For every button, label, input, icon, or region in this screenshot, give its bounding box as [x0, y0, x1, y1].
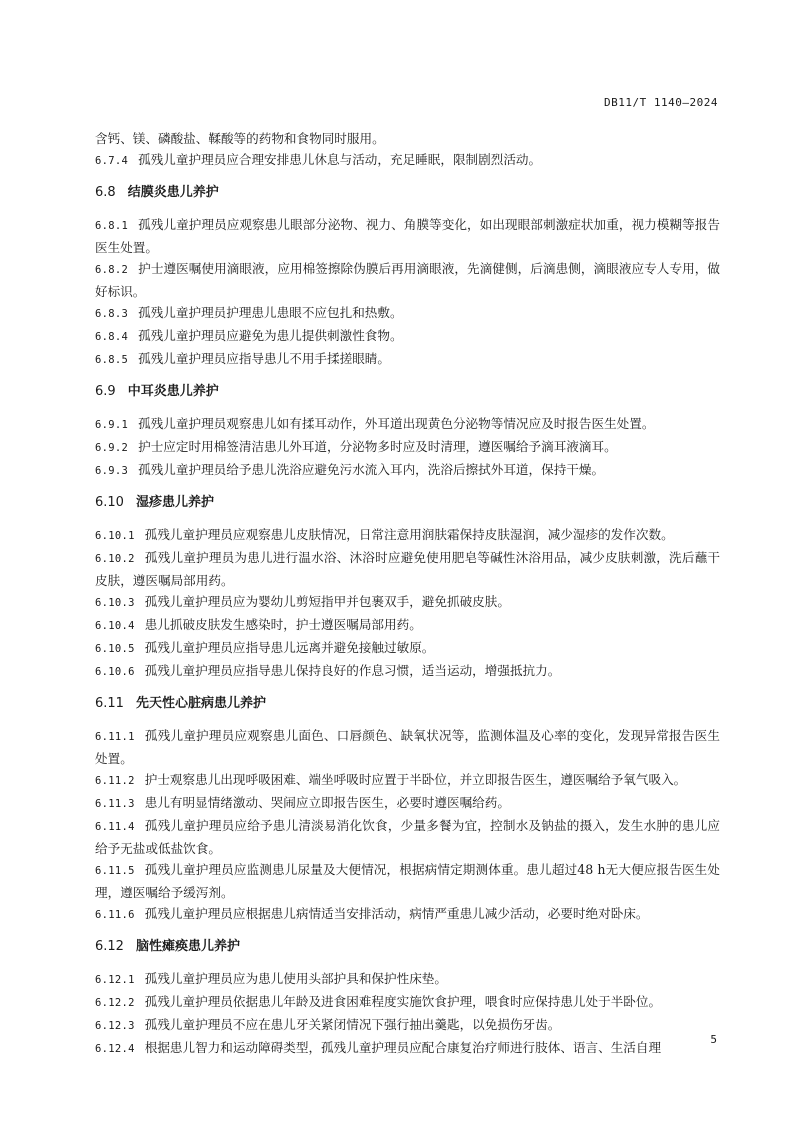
clause-6-12-3	[95, 1014, 720, 1037]
clause-number: 6.7.4	[95, 155, 129, 167]
section-heading-6-9	[95, 383, 720, 401]
clause-6-10-2	[95, 547, 720, 591]
clause-text: 孤残儿童护理员应指导患儿远离并避免接触过敏原。	[144, 640, 435, 655]
clause-text: 孤残儿童护理员应根据患儿病情适当安排活动，病情严重患儿减少活动，必要时绝对卧床。	[144, 906, 649, 921]
clause-number: 6.9.3	[95, 465, 129, 477]
paragraph-text: 含钙、镁、磷酸盐、鞣酸等的药物和食物同时服用。	[95, 131, 385, 146]
clause-number: 6.12.4	[95, 1043, 135, 1055]
clause-text: 护士遵医嘱使用滴眼液，应用棉签擦除伪膜后再用滴眼液，先滴健侧，后滴患侧，滴眼液应专人专用，做好标识。	[95, 261, 720, 299]
clause-text: 孤残儿童护理员应观察患儿面色、口唇颜色、缺氧状况等，监测体温及心率的变化，发现异常报告医生处置。	[95, 728, 720, 766]
clause-6-11-2	[95, 769, 720, 792]
clause-number: 6.10.3	[95, 597, 135, 609]
clause-text: 孤残儿童护理员应监测患儿尿量及大便情况，根据病情定期测体重。患儿超过48 h无大便应报告医生处理，遵医嘱给予缓泻剂。	[95, 862, 720, 900]
clause-6-10-6	[95, 660, 720, 683]
clause-text: 孤残儿童护理员应给予患儿清淡易消化饮食，少量多餐为宜，控制水及钠盐的摄入，发生水肿的患儿应给予无盐或低盐饮食。	[95, 818, 720, 856]
clause-6-12-1	[95, 968, 720, 991]
clause-number: 6.11.5	[95, 865, 135, 877]
clause-6-10-1	[95, 524, 720, 547]
section-heading-6-12	[95, 938, 720, 956]
section-title: 脑性瘫痪患儿养护	[135, 939, 240, 954]
page-number: 5	[710, 1033, 717, 1046]
clause-text: 孤残儿童护理员应合理安排患儿休息与活动，充足睡眠，限制剧烈活动。	[138, 152, 542, 167]
clause-6-11-1	[95, 725, 720, 769]
section-title: 中耳炎患儿养护	[127, 384, 219, 399]
clause-text: 孤残儿童护理员应指导患儿不用手揉搓眼睛。	[138, 351, 390, 366]
clause-6-10-5	[95, 637, 720, 660]
clause-number: 6.11.4	[95, 821, 135, 833]
clause-text: 根据患儿智力和运动障碍类型，孤残儿童护理员应配合康复治疗师进行肢体、语言、生活自理	[144, 1040, 662, 1055]
clause-number: 6.8.4	[95, 331, 129, 343]
clause-6-9-3	[95, 459, 720, 482]
clause-6-11-6	[95, 903, 720, 926]
clause-6-9-1	[95, 413, 720, 436]
clause-text: 孤残儿童护理员应观察患儿皮肤情况，日常注意用润肤霜保持皮肤湿润，减少湿疹的发作次数。	[144, 527, 674, 542]
clause-number: 6.11.6	[95, 909, 135, 921]
clause-number: 6.8.1	[95, 220, 129, 232]
clause-6-11-3	[95, 792, 720, 815]
clause-number: 6.10.4	[95, 620, 135, 632]
section-number: 6.10	[95, 495, 124, 510]
clause-text: 孤残儿童护理员护理患儿患眼不应包扎和热敷。	[138, 305, 403, 320]
clause-text: 孤残儿童护理员应为患儿使用头部护具和保护性床垫。	[144, 971, 447, 986]
clause-text: 孤残儿童护理员为患儿进行温水浴、沐浴时应避免使用肥皂等碱性沐浴用品，减少皮肤刺激，洗后蘸干皮肤，遵医嘱局部用药。	[95, 550, 720, 588]
clause-number: 6.11.1	[95, 731, 135, 743]
clause-number: 6.10.5	[95, 643, 135, 655]
clause-text: 护士观察患儿出现呼吸困难、端坐呼吸时应置于半卧位，并立即报告医生，遵医嘱给予氧气吸入。	[144, 772, 687, 787]
section-number: 6.9	[95, 384, 116, 399]
clause-6-11-4	[95, 815, 720, 859]
paragraph	[95, 128, 720, 149]
section-number: 6.11	[95, 696, 124, 711]
section-number: 6.12	[95, 939, 124, 954]
clause-number: 6.10.2	[95, 553, 135, 565]
clause-6-8-1	[95, 214, 720, 258]
clause-number: 6.12.3	[95, 1020, 135, 1032]
clause-text: 孤残儿童护理员依据患儿年龄及进食困难程度实施饮食护理，喂食时应保持患儿处于半卧位。	[144, 994, 662, 1009]
clause-text: 护士应定时用棉签清洁患儿外耳道，分泌物多时应及时清理，遵医嘱给予滴耳液滴耳。	[138, 439, 617, 454]
clause-number: 6.12.1	[95, 974, 135, 986]
clause-6-9-2	[95, 436, 720, 459]
clause-6-10-4	[95, 614, 720, 637]
clause-6-12-2	[95, 991, 720, 1014]
clause-number: 6.12.2	[95, 997, 135, 1009]
section-heading-6-10	[95, 494, 720, 512]
clause-text: 孤残儿童护理员不应在患儿牙关紧闭情况下强行抽出羹匙，以免损伤牙齿。	[144, 1017, 561, 1032]
clause-6-8-3	[95, 302, 720, 325]
document-body	[95, 128, 720, 1060]
clause-6-8-5	[95, 348, 720, 371]
clause-6-11-5	[95, 859, 720, 903]
clause-number: 6.10.6	[95, 666, 135, 678]
section-heading-6-8	[95, 184, 720, 202]
section-title: 先天性心脏病患儿养护	[135, 696, 266, 711]
clause-text: 患儿有明显情绪激动、哭闹应立即报告医生，必要时遵医嘱给药。	[144, 795, 510, 810]
clause-6-10-3	[95, 591, 720, 614]
clause-number: 6.8.3	[95, 308, 129, 320]
clause-number: 6.10.1	[95, 530, 135, 542]
section-number: 6.8	[95, 185, 116, 200]
clause-number: 6.9.1	[95, 419, 129, 431]
clause-text: 孤残儿童护理员给予患儿洗浴应避免污水流入耳内，洗浴后擦拭外耳道，保持干燥。	[138, 462, 605, 477]
clause-6-7-4	[95, 149, 720, 172]
clause-number: 6.11.3	[95, 798, 135, 810]
clause-number: 6.8.5	[95, 354, 129, 366]
clause-text: 患儿抓破皮肤发生感染时，护士遵医嘱局部用药。	[144, 617, 422, 632]
clause-text: 孤残儿童护理员应为婴幼儿剪短指甲并包裹双手，避免抓破皮肤。	[144, 594, 510, 609]
clause-text: 孤残儿童护理员观察患儿如有揉耳动作，外耳道出现黄色分泌物等情况应及时报告医生处置。	[138, 416, 655, 431]
section-title: 结膜炎患儿养护	[127, 185, 219, 200]
clause-6-12-4	[95, 1037, 720, 1060]
section-heading-6-11	[95, 695, 720, 713]
document-code: DB11/T 1140—2024	[604, 96, 718, 109]
clause-6-8-4	[95, 325, 720, 348]
section-title: 湿疹患儿养护	[135, 495, 214, 510]
clause-text: 孤残儿童护理员应避免为患儿提供刺激性食物。	[138, 328, 403, 343]
clause-text: 孤残儿童护理员应观察患儿眼部分泌物、视力、角膜等变化，如出现眼部刺激症状加重，视力模糊等报告医生处置。	[95, 217, 720, 255]
clause-text: 孤残儿童护理员应指导患儿保持良好的作息习惯，适当运动，增强抵抗力。	[144, 663, 561, 678]
clause-6-8-2	[95, 258, 720, 302]
clause-number: 6.8.2	[95, 264, 129, 276]
clause-number: 6.11.2	[95, 775, 135, 787]
clause-number: 6.9.2	[95, 442, 129, 454]
